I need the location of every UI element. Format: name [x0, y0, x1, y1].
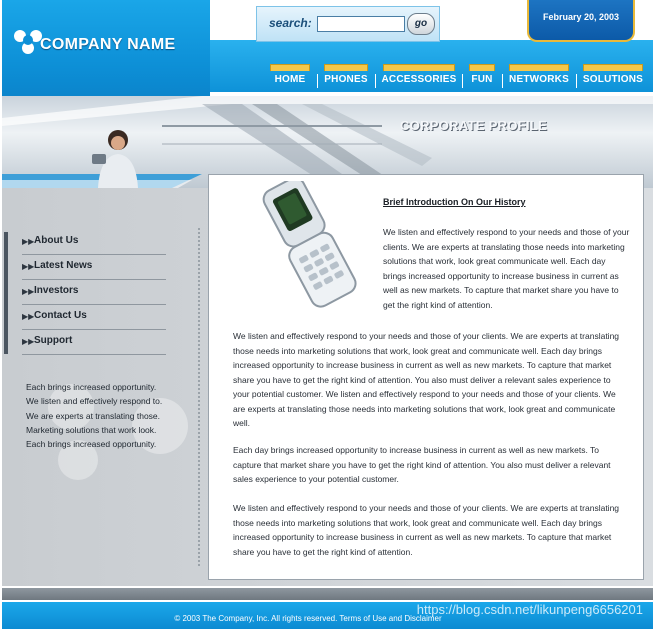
double-arrow-icon: ▶▶ — [22, 312, 35, 321]
nav-networks[interactable] — [507, 64, 571, 88]
search-box — [256, 6, 440, 42]
sidebar-divider — [198, 228, 200, 568]
nav-label: HOME — [274, 74, 306, 85]
nav-tab-marker — [583, 64, 643, 71]
sidebar-item-contact-us[interactable] — [22, 305, 166, 330]
sidebar — [2, 188, 202, 586]
body-paragraph: We listen and effectively respond to your needs and those of your clients. We are experts at translating those needs into marketing solutions that work, look great and communicate well. Each day brings increased opportunity to increase business in current as well as new markets. To capture that market share you have to get the right kind of attention. You also must deliver a relevant sales experience to your potential customer. We listen and effectively respond to your needs and those of your clients. We are experts at translating those needs into marketing solutions that work, look great and communicate well. — [233, 331, 620, 428]
nav-tab-marker — [270, 64, 310, 71]
current-date: February 20, 2003 — [542, 12, 620, 22]
main-content-panel — [208, 174, 644, 580]
sidebar-item-latest-news[interactable] — [22, 255, 166, 280]
sidebar-item-label: Investors — [34, 285, 79, 296]
sidebar-blurb-line: Each brings increased opportunity. — [26, 439, 157, 450]
intro-text: We listen and effectively respond to your needs and those of your clients. We are experts at translating those needs into marketing solutions that work, look great communicate well. Each day brings increased opportunity to increase business in current as well as new markets. To capture that market share you have to get the right kind of attention. — [383, 227, 630, 310]
flip-phone-image — [219, 181, 363, 317]
sidebar-item-about-us[interactable] — [22, 230, 166, 255]
banner-title: CORPORATE PROFILE — [400, 118, 548, 133]
nav-label: NETWORKS — [509, 74, 569, 85]
nav-tab-marker — [324, 64, 368, 71]
nav-label: ACCESSORIES — [381, 74, 457, 85]
sidebar-accent-bar — [4, 232, 8, 354]
sidebar-item-label: About Us — [34, 235, 79, 246]
nav-fun[interactable] — [467, 64, 497, 88]
nav-solutions[interactable] — [581, 64, 645, 88]
nav-separator — [502, 74, 503, 88]
nav-tab-marker — [509, 64, 569, 71]
search-input[interactable] — [317, 16, 405, 32]
sidebar-blurb-line: We listen and effectively respond to. — [26, 396, 163, 407]
double-arrow-icon: ▶▶ — [22, 337, 35, 346]
nav-home[interactable] — [268, 64, 312, 88]
body-paragraph: Each day brings increased opportunity to increase business in current as well as new markets. To capture that market share you have to get the right kind of attention. You also must deliver a relevant sales experience to your potential customer. — [233, 445, 611, 484]
nav-separator — [317, 74, 318, 88]
nav-tab-marker — [383, 64, 455, 71]
double-arrow-icon: ▶▶ — [22, 287, 35, 296]
sidebar-item-label: Contact Us — [34, 310, 87, 321]
nav-tab-marker — [469, 64, 495, 71]
page-footer — [2, 602, 653, 629]
sidebar-blurb-line: Each brings increased opportunity. — [26, 382, 157, 392]
body-paragraph: We listen and effectively respond to your needs and those of your clients. We are experts at translating those needs into marketing solutions that work, look great and communicate well. Each day brings increased opportunity to increase business in current as well as new markets. To capture that market share you have to get the right kind of attention. — [233, 503, 620, 557]
businesswoman-photo-icon — [88, 126, 148, 188]
nav-separator — [375, 74, 376, 88]
sidebar-item-label: Latest News — [34, 260, 93, 271]
nav-phones[interactable] — [322, 64, 370, 88]
search-label: search: — [269, 16, 312, 30]
sidebar-blurb-line: We are experts at translating those. — [26, 410, 161, 421]
nav-separator — [576, 74, 577, 88]
sidebar-item-investors[interactable] — [22, 280, 166, 305]
date-badge — [527, 0, 635, 42]
intro-title: Brief Introduction On Our History — [383, 197, 526, 207]
sidebar-blurb — [26, 380, 196, 451]
search-go-button[interactable]: go — [407, 13, 435, 35]
footer-copyright[interactable]: © 2003 The Company, Inc. All rights reserved. Terms of Use and Disclaimer — [174, 614, 442, 623]
sidebar-item-support[interactable] — [22, 330, 166, 355]
double-arrow-icon: ▶▶ — [22, 262, 35, 271]
nav-label: SOLUTIONS — [582, 74, 644, 85]
nav-label: PHONES — [324, 74, 368, 85]
page-header — [0, 0, 653, 192]
double-arrow-icon: ▶▶ — [22, 237, 35, 246]
watermark-text: https://blog.csdn.net/likunpeng6656201 — [416, 602, 643, 617]
sidebar-item-label: Support — [34, 335, 73, 346]
sidebar-blurb-line: Marketing solutions that work look. — [26, 424, 157, 435]
nav-separator — [462, 74, 463, 88]
footer-divider — [2, 588, 653, 600]
nav-label: FUN — [471, 74, 493, 85]
company-name[interactable]: COMPANY NAME — [40, 36, 176, 53]
nav-accessories[interactable] — [381, 64, 457, 88]
